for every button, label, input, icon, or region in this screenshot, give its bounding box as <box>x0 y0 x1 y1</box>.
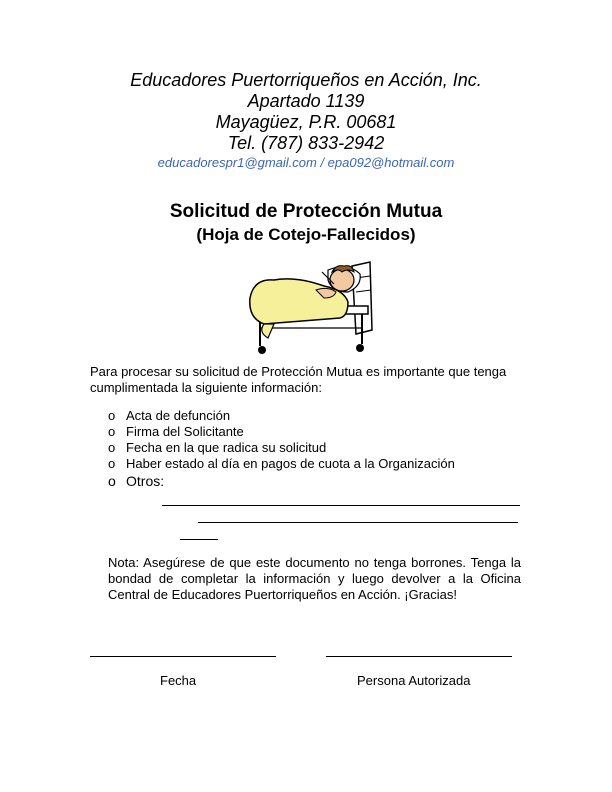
note-paragraph: Nota: Asegúrese de que este documento no tenga borrones. Tenga la bondad de completar la información y luego devolver a la Oficina Central de Educadores Puertorriqueños en Acción. ¡Gracias! <box>108 555 521 602</box>
list-item <box>108 408 528 424</box>
list-item <box>108 456 528 472</box>
date-signature-line[interactable] <box>90 656 276 657</box>
authorized-person-label: Persona Autorizada <box>357 673 471 688</box>
organization-name: Educadores Puertorriqueños en Acción, Inc. <box>130 70 482 90</box>
list-item-label: Acta de defunción <box>126 408 231 423</box>
address-po-box: Apartado 1139 <box>247 91 365 111</box>
title-main: Solicitud de Protección Mutua <box>169 201 443 222</box>
requirements-checklist <box>108 408 528 490</box>
phone-number: Tel. (787) 833-2942 <box>227 133 385 153</box>
authorized-signature-line[interactable] <box>326 656 512 657</box>
contact-emails: educadorespr1@gmail.com / epa092@hotmail.com <box>157 155 455 170</box>
bullet-icon: o <box>108 456 116 471</box>
bullet-icon: o <box>108 408 116 423</box>
list-item <box>108 424 528 440</box>
bullet-icon: o <box>108 473 116 489</box>
list-item-otros <box>108 472 528 490</box>
list-item-label: Haber estado al día en pagos de cuota a la Organización <box>126 456 455 471</box>
list-item-label: Fecha en la que radica su solicitud <box>126 440 327 455</box>
list-item-label: Firma del Solicitante <box>126 424 244 439</box>
bullet-icon: o <box>108 424 116 439</box>
letterhead <box>0 70 612 172</box>
sick-person-in-bed-icon <box>244 258 378 358</box>
title-subtitle: (Hoja de Cotejo-Fallecidos) <box>196 225 416 244</box>
bullet-icon: o <box>108 440 116 455</box>
list-item <box>108 440 528 456</box>
date-label: Fecha <box>160 673 197 688</box>
address-city: Mayagüez, P.R. 00681 <box>215 112 397 132</box>
otros-blank-line-2[interactable] <box>198 522 518 523</box>
document-title <box>0 200 612 246</box>
otros-blank-line-1[interactable] <box>162 505 520 506</box>
list-item-label: Otros: <box>126 473 165 489</box>
otros-blank-line-3[interactable] <box>180 539 218 540</box>
intro-paragraph: Para procesar su solicitud de Protección Mutua es importante que tenga cumplimentada la siguiente información: <box>90 364 507 395</box>
